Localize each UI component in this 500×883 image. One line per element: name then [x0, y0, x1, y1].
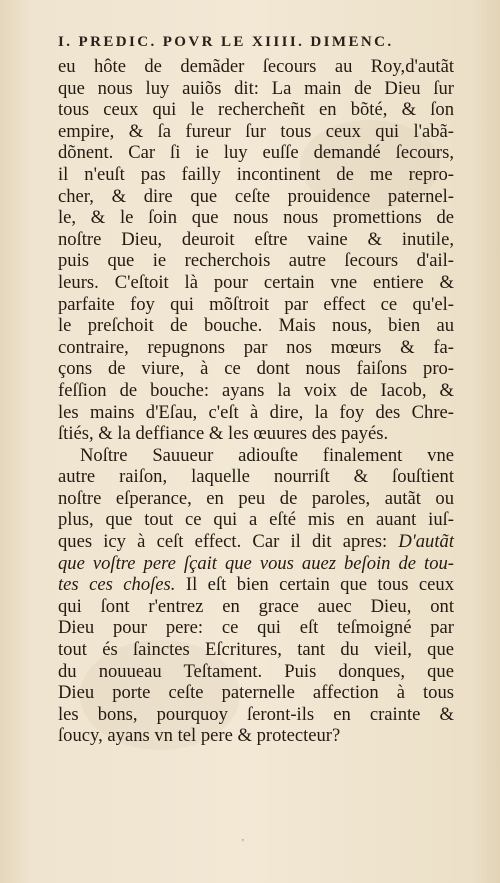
text-line: le preſchoit de bouche. Mais nous, bien au [58, 315, 454, 337]
text-line: noſtre eſperance, en peu de paroles, autãt ou [58, 487, 454, 509]
text-line: plus, que tout ce qui a eſté mis en auant iuſ- [58, 509, 454, 531]
page-body-text [58, 56, 454, 747]
text-line: il n'euſt pas failly incontinent de me repro- [58, 163, 454, 185]
text-line: puis que ie recherchois autre ſecours d'ail- [58, 250, 454, 272]
text-line: noſtre Dieu, deuroit eſtre vaine & inutile, [58, 228, 454, 250]
text-line: les mains d'Eſau, c'eſt à dire, la foy des Chre- [58, 401, 454, 423]
text-line [58, 574, 454, 596]
text-line-roman: Il eſt bien certain que tous ceux [175, 574, 455, 596]
text-line: leurs. C'eſtoit là pour certain vne entiere & [58, 271, 454, 293]
text-line: le, & le ſoin que nous nous promettions de [58, 207, 454, 229]
text-line: que voſtre pere ſçait que vous auez beſoin de tou- [58, 552, 454, 574]
text-line: dõnent. Car ſi ie luy euſſe demandé ſecours, [58, 142, 454, 164]
text-line: çons de viure, à ce dont nous faiſons pro- [58, 358, 454, 380]
text-line: Dieu porte ceſte paternelle affection à tous [58, 682, 454, 704]
page-mark: ' [242, 838, 244, 849]
text-line: empire, & ſa fureur ſur tous ceux qui l'abã- [58, 120, 454, 142]
text-line: du nouueau Teſtament. Puis donques, que [58, 660, 454, 682]
text-line: ſoucy, ayans vn tel pere & protecteur? [58, 725, 341, 747]
text-line: Noſtre Sauueur adiouſte finalement vne [80, 444, 454, 466]
text-line: autre raiſon, laquelle nourriſt & ſouſtient [58, 466, 454, 488]
text-line: eu hôte de demãder ſecours au Roy,d'autãt [58, 56, 454, 77]
text-line: qui ſont r'entrez en grace auec Dieu, ont [58, 595, 454, 617]
text-line: que nous luy auiõs dit: La main de Dieu ſur [58, 77, 454, 99]
text-line: parfaite foy qui mõſtroit par effect ce qu'el- [58, 293, 454, 315]
text-line: ſtiés, & la deffiance & les œuures des payés. [58, 423, 389, 445]
text-line: contraire, repugnons par nos mœurs & fa- [58, 336, 454, 358]
text-line-italic: tes ces choſes. [58, 574, 176, 596]
text-line: cher, & dire que ceſte prouidence paternel- [58, 185, 454, 207]
text-line: tous ceux qui le rechercheñt en bõté, & ſon [58, 99, 454, 121]
text-line: Dieu pour pere: ce qui eſt teſmoigné par [58, 617, 454, 639]
text-line-roman: ques icy à ceſt effect. Car il dit apres: [58, 531, 399, 553]
text-line: les bons, pourquoy ſeront-ils en crainte & [58, 703, 454, 725]
text-line [58, 531, 454, 553]
text-line: tout és ſainctes Eſcritures, tant du vieil, que [58, 639, 454, 661]
running-header: I. PREDIC. POVR LE XIIII. DIMENC. [58, 34, 394, 50]
text-line-italic: D'autãt [398, 531, 454, 553]
text-line: feſſion de bouche: ayans la voix de Iacob, & [58, 379, 454, 401]
